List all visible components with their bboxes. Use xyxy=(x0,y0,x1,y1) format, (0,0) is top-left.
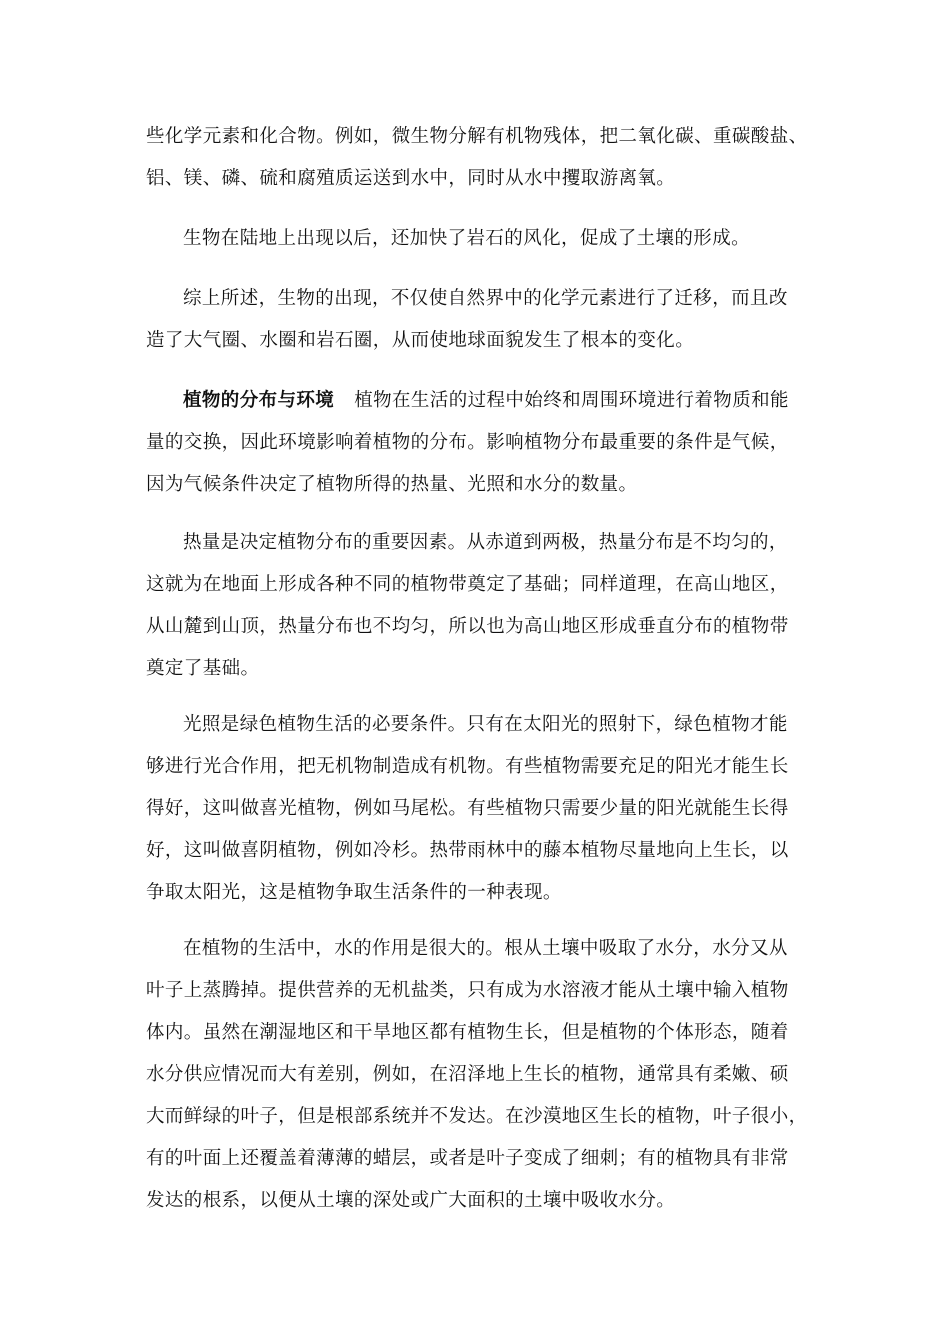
text-line: 叶子上蒸腾掉。提供营养的无机盐类，只有成为水溶液才能从土壤中输入植物 xyxy=(146,980,789,1001)
text-line: 争取太阳光，这是植物争取生活条件的一种表现。 xyxy=(146,882,562,903)
paragraph-light xyxy=(146,704,816,914)
text-line xyxy=(146,380,816,422)
paragraph-summary xyxy=(146,278,816,362)
text-line: 量的交换，因此环境影响着植物的分布。影响植物分布最重要的条件是气候， xyxy=(146,432,789,453)
paragraph-heat xyxy=(146,522,816,690)
text-line: 些化学元素和化合物。例如，微生物分解有机物残体，把二氧化碳、重碳酸盐、 xyxy=(146,126,808,147)
text-line: 造了大气圈、水圈和岩石圈，从而使地球面貌发生了根本的变化。 xyxy=(146,330,695,351)
text-line: 这就为在地面上形成各种不同的植物带奠定了基础；同样道理，在高山地区， xyxy=(146,574,789,595)
paragraph-plant-distribution xyxy=(146,380,816,506)
text-line: 从山麓到山顶，热量分布也不均匀，所以也为高山地区形成垂直分布的植物带 xyxy=(146,616,789,637)
paragraph-weathering xyxy=(146,218,816,260)
paragraph-water xyxy=(146,928,816,1222)
text-line: 因为气候条件决定了植物所得的热量、光照和水分的数量。 xyxy=(146,474,638,495)
text-line: 生物在陆地上出现以后，还加快了岩石的风化，促成了土壤的形成。 xyxy=(183,228,751,249)
text-line: 够进行光合作用，把无机物制造成有机物。有些植物需要充足的阳光才能生长 xyxy=(146,756,789,777)
text-line: 水分供应情况而大有差别，例如，在沼泽地上生长的植物，通常具有柔嫩、硕 xyxy=(146,1064,789,1085)
text-line: 奠定了基础。 xyxy=(146,658,260,679)
section-heading: 植物的分布与环境 xyxy=(183,390,335,411)
text-line: 光照是绿色植物生活的必要条件。只有在太阳光的照射下，绿色植物才能 xyxy=(183,714,788,735)
text-line: 铝、镁、磷、硫和腐殖质运送到水中，同时从水中攫取游离氧。 xyxy=(146,168,676,189)
text-line: 在植物的生活中，水的作用是很大的。根从土壤中吸取了水分，水分又从 xyxy=(183,938,788,959)
text-line: 大而鲜绿的叶子，但是根部系统并不发达。在沙漠地区生长的植物，叶子很小， xyxy=(146,1106,808,1127)
text-line: 发达的根系，以便从土壤的深处或广大面积的土壤中吸收水分。 xyxy=(146,1190,676,1211)
text-line: 热量是决定植物分布的重要因素。从赤道到两极，热量分布是不均匀的， xyxy=(183,532,788,553)
text-line: 综上所述，生物的出现，不仅使自然界中的化学元素进行了迁移，而且改 xyxy=(183,288,788,309)
text-line: 有的叶面上还覆盖着薄薄的蜡层，或者是叶子变成了细刺；有的植物具有非常 xyxy=(146,1148,789,1169)
paragraph-continuation xyxy=(146,116,816,200)
text-line: 体内。虽然在潮湿地区和干旱地区都有植物生长，但是植物的个体形态，随着 xyxy=(146,1022,789,1043)
text-line: 得好，这叫做喜光植物，例如马尾松。有些植物只需要少量的阳光就能生长得 xyxy=(146,798,789,819)
text-run: 植物在生活的过程中始终和周围环境进行着物质和能 xyxy=(354,390,789,411)
text-line: 好，这叫做喜阴植物，例如冷杉。热带雨林中的藤本植物尽量地向上生长，以 xyxy=(146,840,789,861)
